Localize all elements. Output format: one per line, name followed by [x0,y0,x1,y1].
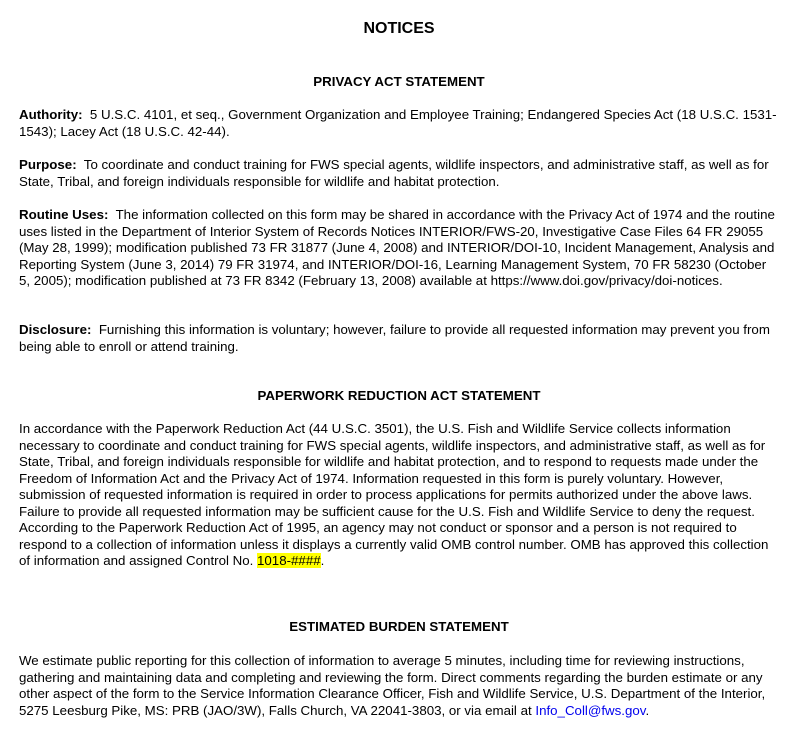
burden-paragraph [19,653,779,719]
burden-trailing: . [645,702,650,718]
disclosure-text: Furnishing this information is voluntary; however, failure to provide all requested information may prevent you from being able to enroll or attend training. [19,322,770,354]
paperwork-paragraph [19,421,779,570]
page-title: NOTICES [363,20,435,37]
disclosure-label: Disclosure: [19,322,92,337]
paperwork-trailing: . [320,553,325,568]
burden-text: We estimate public reporting for this collection of information to average 5 minutes, including time for reviewing instructions, gathering and maintaining data and completing and reviewing the form. Direct comments regarding the burden estimate or any other aspect of the form to the Service Information Clearance Officer, Fish and Wildlife Service, U.S. Department of the Interior, 5275 Leesburg Pike, MS: PRB (JAO/3W), Falls Church, VA 22041-3803, or via email at [19,653,766,718]
routine-uses-text: The information collected on this form may be shared in accordance with the Privacy Act of 1974 and the routine uses listed in the Department of Interior System of Records Notices INTERIOR/FWS-20, Investigative Case Files 64 FR 29055 (May 28, 1999); modification published 73 FR 31877 (June 4, 2008) and INTERIOR/DOI-10, Incident Management, Analysis and Reporting System (June 3, 2014) 79 FR 31974, and INTERIOR/DOI-16, Learning Management System, 70 FR 58230 (October 5, 2005); modification published at 73 FR 8342 (February 13, 2008) available at https://www.doi.gov/privacy/doi-notices. [19,207,775,288]
estimated-burden-heading: ESTIMATED BURDEN STATEMENT [289,619,509,634]
disclosure-paragraph [19,322,779,355]
purpose-label: Purpose: [19,157,77,172]
purpose-paragraph [19,157,779,190]
paperwork-reduction-heading: PAPERWORK REDUCTION ACT STATEMENT [257,388,541,403]
email-link[interactable]: Info_Coll@fws.gov [535,702,646,718]
authority-label: Authority: [19,107,83,122]
authority-text: 5 U.S.C. 4101, et seq., Government Organization and Employee Training; Endangered Species Act (18 U.S.C. 1531-1543); Lacey Act (18 U.S.C. 42-44). [19,107,777,139]
routine-uses-paragraph [19,207,779,290]
paperwork-text: In accordance with the Paperwork Reduction Act (44 U.S.C. 3501), the U.S. Fish and Wildlife Service collects information necessary to coordinate and conduct training for FWS special agents, wildlife inspectors, and administrative staff, as well as for State, Tribal, and foreign individuals responsible for wildlife and habitat protection, and to respond to requests made under the Freedom of Information Act and the Privacy Act of 1974. Information requested in this form is purely voluntary. However, submission of requested information is required in order to process applications for permits authorized under the above laws. Failure to provide all requested information may be sufficient cause for the U.S. Fish and Wildlife Service to deny the request. According to the Paperwork Reduction Act of 1995, an agency may not conduct or sponsor and a person is not required to respond to a collection of information unless it displays a currently valid OMB control number. OMB has approved this collection of information and assigned Control No. [19,421,769,568]
authority-paragraph [19,107,779,140]
routine-uses-label: Routine Uses: [19,207,109,222]
control-number-highlight: 1018-#### [257,553,321,568]
purpose-text: To coordinate and conduct training for FWS special agents, wildlife inspectors, and administrative staff, as well as for State, Tribal, and foreign individuals responsible for wildlife and habitat protection. [19,157,769,189]
privacy-act-heading: PRIVACY ACT STATEMENT [313,74,485,89]
